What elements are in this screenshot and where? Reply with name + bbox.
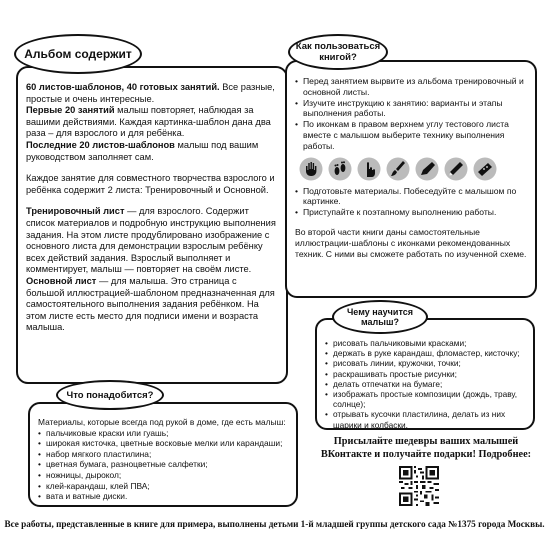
sponge-icon — [473, 157, 497, 181]
learn-heading: Чему научится малыш? — [332, 300, 428, 334]
list-item: • изображать простые композиции (дождь, траву, солнце); — [325, 389, 527, 409]
list-item: • пальчиковые краски или гуашь; — [38, 428, 290, 439]
album-p1: 60 листов-шаблонов, 40 готовых занятий. Все разные, простые и очень интересные. — [26, 82, 275, 104]
album-p2: Первые 20 занятий малыш повторяет, наблюдая за вашими действиями. Каждая картинка-шаблон дана два раза – для взрослого и для ребёнка. — [26, 105, 271, 139]
list-item: • отрывать кусочки пластилина, делать из них шарики и колбаски. — [325, 409, 527, 429]
need-heading: Что понадобится? — [56, 380, 164, 410]
album-p5: Тренировочный лист — для взрослого. Содержит список материалов и подробную инструкцию выполнения задания. На этом листе продублировано изображение с основного листа для демонстрации взрослым ребёнку всех действий задания. Взрослый выполняет и комментирует, малыш — повторяет на своём листе. — [26, 206, 276, 275]
list-item: • широкая кисточка, цветные восковые мелки или карандаши; — [38, 438, 290, 449]
need-intro: Материалы, которые всегда под рукой в доме, где есть малыш: — [38, 417, 286, 427]
list-item: • Изучите инструкцию к занятию: варианты и этапы выполнения работы. — [295, 98, 527, 120]
brush-icon — [386, 157, 410, 181]
list-item: • набор мягкого пластилина; — [38, 449, 290, 460]
howto-list-2 — [295, 186, 527, 218]
list-item: • Подготовьте материалы. Побеседуйте с малышом по картинке. — [295, 186, 527, 208]
album-box — [16, 66, 288, 384]
album-p6: Основной лист — для малыша. Это страница с большой иллюстрацией-шаблоном предназначенная для самостоятельного выполнения задания ребёнком. На этом листе есть место для подписи имени и возраста малыша. — [26, 275, 275, 333]
qr-code[interactable] — [399, 466, 439, 506]
album-p4: Каждое занятие для совместного творчества взрослого и ребёнка содержит 2 листа: Тренировочный и Основной. — [26, 173, 275, 195]
list-item: • держать в руке карандаш, фломастер, кисточку; — [325, 348, 527, 358]
howto-box — [285, 60, 537, 298]
learn-list — [325, 338, 527, 430]
list-item: • По иконкам в правом верхнем углу тестового листа вместе с малышом выберите технику выполнения работы. — [295, 119, 527, 151]
list-item: • рисовать пальчиковыми красками; — [325, 338, 527, 348]
crayon-icon — [415, 157, 439, 181]
list-item: • раскрашивать простые рисунки; — [325, 369, 527, 379]
feet-icon — [328, 157, 352, 181]
list-item: • цветная бумага, разноцветные салфетки; — [38, 459, 290, 470]
list-item: • делать отпечатки на бумаге; — [325, 379, 527, 389]
album-heading: Альбом содержит — [14, 34, 142, 74]
pencil-icon — [444, 157, 468, 181]
album-p3: Последние 20 листов-шаблонов малыш под вашим руководством заполняет сам. — [26, 139, 259, 162]
list-item: • рисовать линии, кружочки, точки; — [325, 358, 527, 368]
list-item: • вата и ватные диски. — [38, 491, 290, 502]
palm-icon — [299, 157, 323, 181]
technique-icons — [299, 157, 527, 181]
footer-note: Все работы, представленные в книге для примера, выполнены детьми 1-й младшей группы детского сада №1375 города Москвы. — [4, 519, 545, 529]
list-item: • ножницы, дырокол; — [38, 470, 290, 481]
finger-icon — [357, 157, 381, 181]
list-item: • Приступайте к поэтапному выполнению работы. — [295, 207, 527, 218]
promo-text: Присылайте шедевры ваших малышей ВКонтакте и получайте подарки! Подробнее: — [320, 436, 532, 460]
list-item: • Перед занятием вырвите из альбома тренировочный и основной листы. — [295, 76, 527, 98]
learn-box — [315, 318, 535, 430]
howto-list — [295, 76, 527, 152]
need-box — [28, 402, 298, 507]
howto-note: Во второй части книги даны самостоятельные иллюстрации-шаблоны с иконками рекомендованных техник. С ними вы сможете работать по изученной схеме. — [295, 226, 527, 259]
need-list — [38, 428, 290, 502]
howto-heading: Как пользоваться книгой? — [288, 34, 388, 70]
list-item: • клей-карандаш, клей ПВА; — [38, 481, 290, 492]
